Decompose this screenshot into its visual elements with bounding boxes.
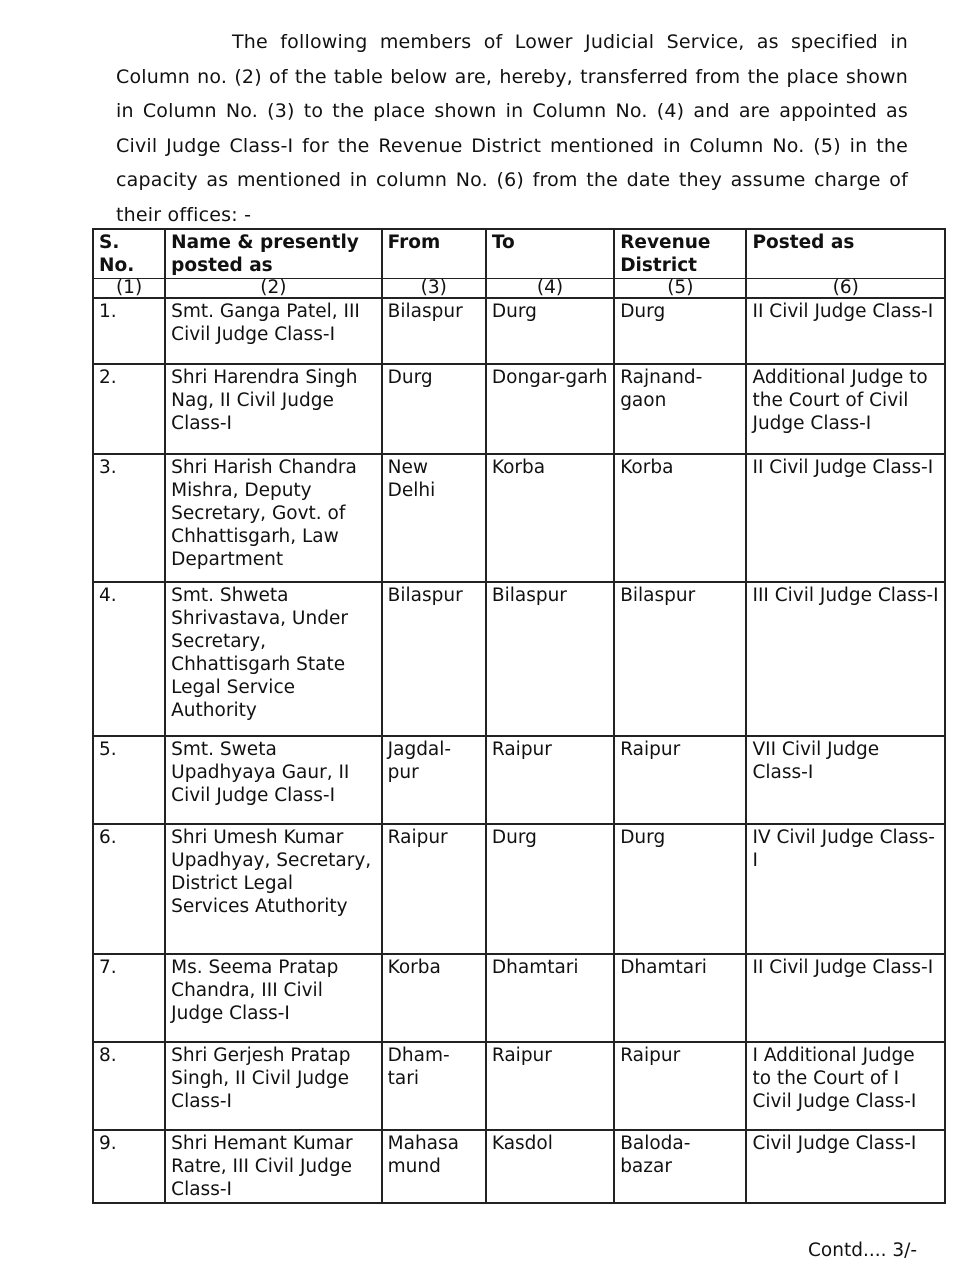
table-row [93, 736, 945, 824]
cell-from: Jagdal-pur [382, 736, 486, 824]
cell-posted: III Civil Judge Class-I [746, 582, 945, 736]
cell-district: Bilaspur [614, 582, 746, 736]
col-number: (4) [486, 279, 614, 299]
header-posted: Posted as [746, 229, 945, 279]
cell-from: Bilaspur [382, 298, 486, 364]
cell-posted: II Civil Judge Class-I [746, 298, 945, 364]
cell-posted: IV Civil Judge Class-I [746, 824, 945, 954]
cell-district: Durg [614, 298, 746, 364]
column-number-row [93, 279, 945, 299]
cell-posted: Civil Judge Class-I [746, 1130, 945, 1203]
header-name: Name & presently posted as [165, 229, 382, 279]
cell-to: Bilaspur [486, 582, 614, 736]
table-row [93, 454, 945, 582]
cell-district: Baloda-bazar [614, 1130, 746, 1203]
cell-posted: Additional Judge to the Court of Civil Judge Class-I [746, 364, 945, 454]
cell-district: Rajnand-gaon [614, 364, 746, 454]
header-to: To [486, 229, 614, 279]
cell-name: Shri Gerjesh Pratap Singh, II Civil Judge Class-I [165, 1042, 382, 1130]
table-row [93, 582, 945, 736]
intro-paragraph: The following members of Lower Judicial Service, as specified in Column no. (2) of the table below are, hereby, transferred from the place shown in Column No. (3) to the place shown in Column No. (4) and are appointed as Civil Judge Class-I for the Revenue District mentioned in Column No. (5) in the capacity as mentioned in column No. (6) from the date they assume charge of their offices: - [116, 31, 908, 226]
cell-district: Durg [614, 824, 746, 954]
cell-name: Shri Harish Chandra Mishra, Deputy Secretary, Govt. of Chhattisgarh, Law Department [165, 454, 382, 582]
header-district: Revenue District [614, 229, 746, 279]
header-sno: S. No. [93, 229, 165, 279]
cell-name: Smt. Shweta Shrivastava, Under Secretary, Chhattisgarh State Legal Service Authority [165, 582, 382, 736]
cell-sno: 8. [93, 1042, 165, 1130]
cell-to: Dhamtari [486, 954, 614, 1042]
table-row [93, 824, 945, 954]
table-row [93, 364, 945, 454]
cell-sno: 3. [93, 454, 165, 582]
transfer-table [92, 228, 946, 1204]
col-number: (3) [382, 279, 486, 299]
cell-name: Smt. Sweta Upadhyaya Gaur, II Civil Judge Class-I [165, 736, 382, 824]
cell-name: Ms. Seema Pratap Chandra, III Civil Judge Class-I [165, 954, 382, 1042]
table-row [93, 954, 945, 1042]
col-number: (6) [746, 279, 945, 299]
header-from: From [382, 229, 486, 279]
cell-to: Dongar-garh [486, 364, 614, 454]
cell-to: Korba [486, 454, 614, 582]
cell-name: Shri Umesh Kumar Upadhyay, Secretary, District Legal Services Atuthority [165, 824, 382, 954]
cell-name: Shri Harendra Singh Nag, II Civil Judge Class-I [165, 364, 382, 454]
cell-sno: 5. [93, 736, 165, 824]
cell-name: Smt. Ganga Patel, III Civil Judge Class-I [165, 298, 382, 364]
header-row [93, 229, 945, 279]
cell-from: Dham-tari [382, 1042, 486, 1130]
cell-from: Durg [382, 364, 486, 454]
cell-district: Korba [614, 454, 746, 582]
table-row [93, 1130, 945, 1203]
cell-to: Raipur [486, 736, 614, 824]
cell-sno: 1. [93, 298, 165, 364]
cell-to: Durg [486, 824, 614, 954]
col-number: (2) [165, 279, 382, 299]
cell-posted: II Civil Judge Class-I [746, 454, 945, 582]
cell-sno: 4. [93, 582, 165, 736]
cell-from: Korba [382, 954, 486, 1042]
cell-sno: 6. [93, 824, 165, 954]
cell-district: Dhamtari [614, 954, 746, 1042]
cell-sno: 7. [93, 954, 165, 1042]
cell-from: Raipur [382, 824, 486, 954]
table-row [93, 298, 945, 364]
col-number: (5) [614, 279, 746, 299]
cell-posted: II Civil Judge Class-I [746, 954, 945, 1042]
cell-from: Mahasa mund [382, 1130, 486, 1203]
col-number: (1) [93, 279, 165, 299]
table-row [93, 1042, 945, 1130]
cell-posted: I Additional Judge to the Court of I Civil Judge Class-I [746, 1042, 945, 1130]
cell-to: Durg [486, 298, 614, 364]
cell-posted: VII Civil Judge Class-I [746, 736, 945, 824]
cell-from: Bilaspur [382, 582, 486, 736]
cell-name: Shri Hemant Kumar Ratre, III Civil Judge Class-I [165, 1130, 382, 1203]
cell-district: Raipur [614, 1042, 746, 1130]
cell-to: Kasdol [486, 1130, 614, 1203]
continuation-note: Contd.... 3/- [808, 1240, 918, 1261]
cell-from: New Delhi [382, 454, 486, 582]
cell-sno: 2. [93, 364, 165, 454]
cell-district: Raipur [614, 736, 746, 824]
cell-sno: 9. [93, 1130, 165, 1203]
cell-to: Raipur [486, 1042, 614, 1130]
